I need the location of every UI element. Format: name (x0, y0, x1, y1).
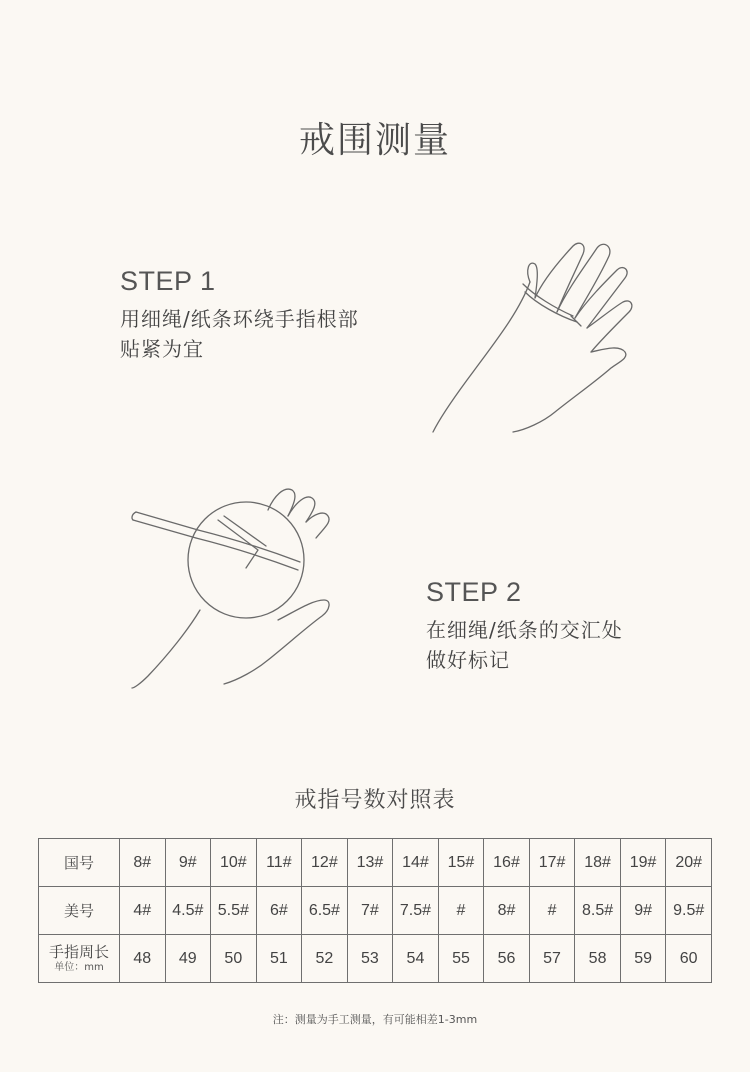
table-cell: 8.5# (575, 887, 621, 935)
row-header (39, 887, 120, 935)
table-cell: 7# (347, 887, 393, 935)
table-cell: 13# (347, 839, 393, 887)
row-header-unit: 单位：mm (54, 962, 104, 973)
table-cell: 5.5# (211, 887, 257, 935)
table-cell: 12# (302, 839, 348, 887)
row-header (39, 839, 120, 887)
table-cell: 59 (620, 935, 666, 983)
measurement-note: 注：测量为手工测量，有可能相差1-3mm (272, 1013, 478, 1026)
row-header-label: 手指周长 (48, 943, 109, 961)
table-cell: 19# (620, 839, 666, 887)
hand-with-string-illustration (425, 232, 645, 442)
row-header (39, 935, 120, 983)
table-cell: 15# (438, 839, 484, 887)
step-2-text (426, 615, 623, 675)
table-cell: 6# (256, 887, 302, 935)
ring-size-table (38, 838, 712, 983)
table-cell: 50 (211, 935, 257, 983)
step-2-label: STEP 2 (426, 577, 522, 607)
table-cell: 52 (302, 935, 348, 983)
table-cell: 16# (484, 839, 530, 887)
table-cell: 4.5# (165, 887, 211, 935)
table-cell: 20# (666, 839, 712, 887)
table-row (39, 935, 712, 983)
table-cell: 51 (256, 935, 302, 983)
table-cell: 9# (165, 839, 211, 887)
table-cell: 11# (256, 839, 302, 887)
table-row (39, 839, 712, 887)
row-header-label: 国号 (63, 853, 94, 872)
table-cell: 17# (529, 839, 575, 887)
step-1-label: STEP 1 (120, 266, 216, 296)
step-2-line-1: 在细绳/纸条的交汇处 (426, 618, 623, 642)
table-cell: 55 (438, 935, 484, 983)
table-cell: 60 (666, 935, 712, 983)
table-cell: 18# (575, 839, 621, 887)
table-cell: 9# (620, 887, 666, 935)
table-cell: # (438, 887, 484, 935)
table-cell: 49 (165, 935, 211, 983)
table-cell: 54 (393, 935, 439, 983)
step-1-line-1: 用细绳/纸条环绕手指根部 (120, 307, 359, 331)
step-1-text (120, 304, 359, 364)
table-cell: 8# (484, 887, 530, 935)
table-cell: 56 (484, 935, 530, 983)
table-cell: 14# (393, 839, 439, 887)
row-header-label: 美号 (63, 901, 94, 920)
table-cell: 8# (120, 839, 166, 887)
hand-with-strip-magnified-illustration (128, 480, 343, 690)
page-title: 戒围测量 (298, 120, 451, 161)
table-cell: 7.5# (393, 887, 439, 935)
table-cell: 53 (347, 935, 393, 983)
table-cell: 4# (120, 887, 166, 935)
table-cell: 10# (211, 839, 257, 887)
step-1-line-2: 贴紧为宜 (120, 337, 204, 361)
table-title: 戒指号数对照表 (294, 788, 456, 813)
table-cell: 6.5# (302, 887, 348, 935)
table-cell: 57 (529, 935, 575, 983)
table-cell: # (529, 887, 575, 935)
table-cell: 48 (120, 935, 166, 983)
table-cell: 58 (575, 935, 621, 983)
step-2-line-2: 做好标记 (426, 648, 510, 672)
table-cell: 9.5# (666, 887, 712, 935)
table-row (39, 887, 712, 935)
